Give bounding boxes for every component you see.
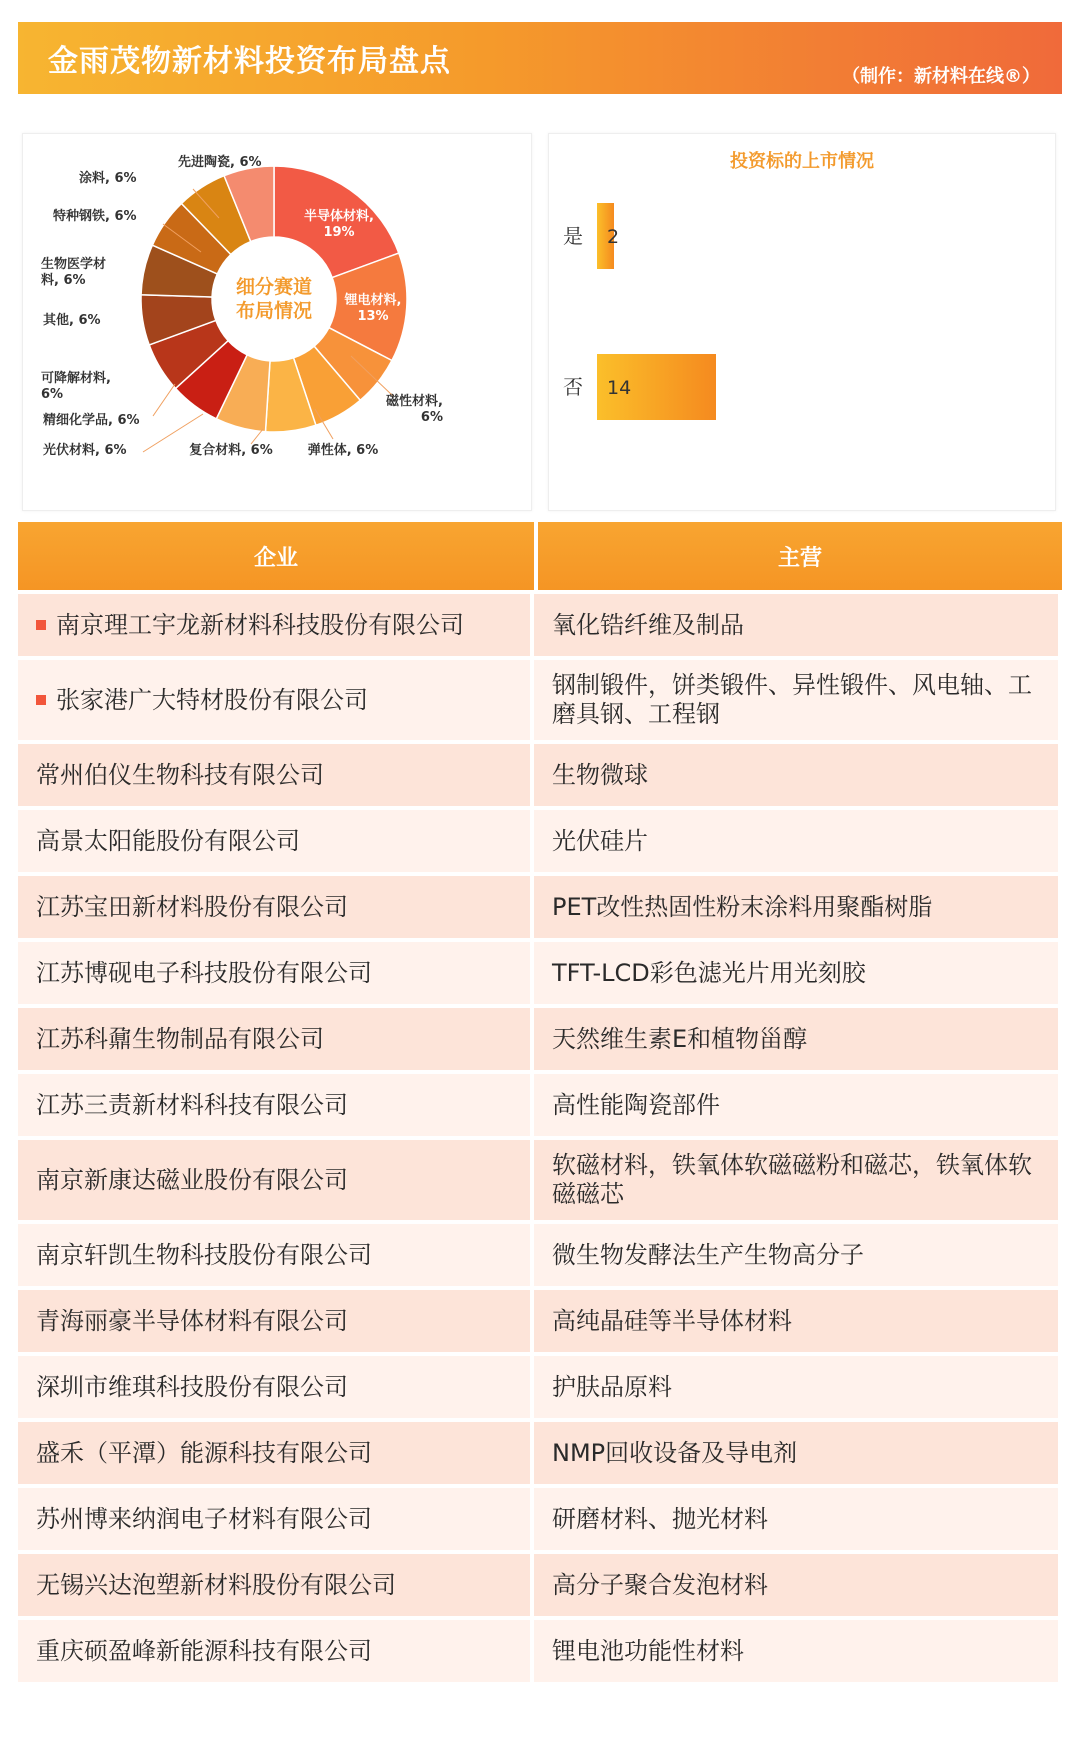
table-row: [18, 810, 1062, 872]
donut-label-9: 生物医学材料, 6%: [41, 257, 107, 288]
donut-label-1: 锂电材料, 13%: [344, 293, 402, 324]
donut-label-6: 精细化学品, 6%: [43, 413, 140, 428]
business-text: 生物微球: [552, 760, 648, 789]
bar-value-label: 2: [607, 226, 620, 248]
company-name: 盛禾（平潭）能源科技有限公司: [36, 1438, 372, 1467]
table-row: [18, 1008, 1062, 1070]
cell-company: [18, 1356, 534, 1418]
table-row: [18, 1356, 1062, 1418]
business-text: TFT-LCD彩色滤光片用光刻胶: [552, 958, 866, 987]
company-name: 江苏博砚电子科技股份有限公司: [36, 958, 372, 987]
company-name: 重庆硕盈峰新能源科技有限公司: [36, 1636, 372, 1665]
donut-chart: [23, 134, 531, 510]
company-name: 南京新康达磁业股份有限公司: [36, 1165, 348, 1194]
cell-company: [18, 1290, 534, 1352]
page-title: 金雨茂物新材料投资布局盘点: [48, 44, 451, 79]
cell-business: [534, 1224, 1058, 1286]
company-name: 张家港广大特材股份有限公司: [56, 685, 368, 714]
table-row: [18, 1290, 1062, 1352]
company-name: 江苏科鼐生物制品有限公司: [36, 1024, 324, 1053]
business-text: 天然维生素E和植物甾醇: [552, 1024, 808, 1053]
company-name: 苏州博来纳润电子材料有限公司: [36, 1504, 372, 1533]
cell-business: [534, 1554, 1058, 1616]
company-name: 青海丽豪半导体材料有限公司: [36, 1306, 348, 1335]
cell-company: [18, 1008, 534, 1070]
cell-company: [18, 1422, 534, 1484]
cell-company: [18, 744, 534, 806]
donut-label-11: 涂料, 6%: [79, 171, 137, 186]
table-row: [18, 1488, 1062, 1550]
cell-business: [534, 744, 1058, 806]
cell-business: [534, 876, 1058, 938]
donut-label-12: 先进陶瓷, 6%: [178, 155, 262, 170]
bar-value-label: 14: [607, 377, 632, 399]
cell-business: [534, 1356, 1058, 1418]
table-row: [18, 1620, 1062, 1682]
company-name: 南京轩凯生物科技股份有限公司: [36, 1240, 372, 1269]
business-text: 高性能陶瓷部件: [552, 1090, 720, 1119]
donut-label-3: 弹性体, 6%: [307, 443, 379, 458]
company-name: 深圳市维琪科技股份有限公司: [36, 1372, 348, 1401]
cell-business: [534, 594, 1058, 656]
business-text: 钢制锻件，饼类锻件、异性锻件、风电轴、工磨具钢、工程钢: [552, 671, 1032, 728]
cell-business: [534, 1422, 1058, 1484]
investment-table: [18, 522, 1062, 1682]
table-row: [18, 1074, 1062, 1136]
table-row: [18, 876, 1062, 938]
credit-text: （制作：新材料在线®）: [842, 66, 1040, 87]
bar-category-label: 否: [563, 375, 583, 399]
cell-business: [534, 1140, 1058, 1220]
cell-company: [18, 1488, 534, 1550]
donut-chart-panel: [22, 133, 532, 511]
table-row: [18, 942, 1062, 1004]
header-business: 主营: [777, 545, 822, 571]
business-text: 微生物发酵法生产生物高分子: [552, 1240, 864, 1269]
table-row: [18, 1224, 1062, 1286]
cell-company: [18, 1224, 534, 1286]
table-row: [18, 1140, 1062, 1220]
cell-business: [534, 660, 1058, 740]
cell-business: [534, 810, 1058, 872]
bar-chart: [549, 134, 1055, 510]
table-row: [18, 594, 1062, 656]
cell-company: [18, 876, 534, 938]
donut-label-0: 半导体材料, 19%: [304, 209, 374, 240]
cell-company: [18, 1074, 534, 1136]
business-text: NMP回收设备及导电剂: [552, 1438, 798, 1467]
cell-business: [534, 1488, 1058, 1550]
business-text: 高纯晶硅等半导体材料: [552, 1306, 792, 1335]
cell-business: [534, 1620, 1058, 1682]
cell-business: [534, 942, 1058, 1004]
red-square-marker: [36, 620, 46, 630]
business-text: PET改性热固性粉末涂料用聚酯树脂: [552, 892, 933, 921]
red-square-marker: [36, 695, 46, 705]
cell-business: [534, 1074, 1058, 1136]
donut-label-4: 复合材料, 6%: [189, 443, 273, 458]
donut-center-label: 细分赛道布局情况: [235, 276, 313, 322]
donut-label-7: 可降解材料, 6%: [41, 371, 111, 402]
bar-category-label: 是: [563, 224, 583, 248]
donut-leader-line: [153, 384, 175, 416]
donut-label-2: 磁性材料, 6%: [386, 394, 443, 425]
table-header: [18, 522, 1062, 590]
business-text: 研磨材料、抛光材料: [552, 1504, 768, 1533]
business-text: 护肤品原料: [552, 1372, 672, 1401]
table-body: [18, 594, 1062, 1682]
cell-company: [18, 810, 534, 872]
bar-chart-title: 投资标的上市情况: [730, 151, 874, 172]
cell-company: [18, 1554, 534, 1616]
business-text: 高分子聚合发泡材料: [552, 1570, 768, 1599]
table-row: [18, 1422, 1062, 1484]
company-name: 无锡兴达泡塑新材料股份有限公司: [36, 1570, 396, 1599]
company-name: 江苏三责新材料科技有限公司: [36, 1090, 348, 1119]
bar-chart-panel: [548, 133, 1056, 511]
company-name: 江苏宝田新材料股份有限公司: [36, 892, 348, 921]
donut-label-10: 特种钢铁, 6%: [53, 209, 137, 224]
table-row: [18, 1554, 1062, 1616]
cell-company: [18, 1140, 534, 1220]
donut-label-8: 其他, 6%: [43, 313, 101, 328]
cell-business: [534, 1290, 1058, 1352]
table-row: [18, 660, 1062, 740]
business-text: 光伏硅片: [552, 826, 648, 855]
business-text: 锂电池功能性材料: [552, 1636, 744, 1665]
header-banner: [18, 22, 1062, 94]
table-row: [18, 744, 1062, 806]
cell-company: [18, 1620, 534, 1682]
header-company: 企业: [18, 522, 538, 590]
company-name: 南京理工宇龙新材料科技股份有限公司: [56, 610, 464, 639]
cell-company: [18, 660, 534, 740]
cell-business: [534, 1008, 1058, 1070]
company-name: 常州伯仪生物科技有限公司: [36, 760, 324, 789]
business-text: 软磁材料，铁氧体软磁磁粉和磁芯，铁氧体软磁磁芯: [552, 1151, 1032, 1208]
cell-company: [18, 942, 534, 1004]
cell-company: [18, 594, 534, 656]
company-name: 高景太阳能股份有限公司: [36, 826, 300, 855]
business-text: 氧化锆纤维及制品: [552, 610, 744, 639]
donut-label-5: 光伏材料, 6%: [43, 443, 127, 458]
